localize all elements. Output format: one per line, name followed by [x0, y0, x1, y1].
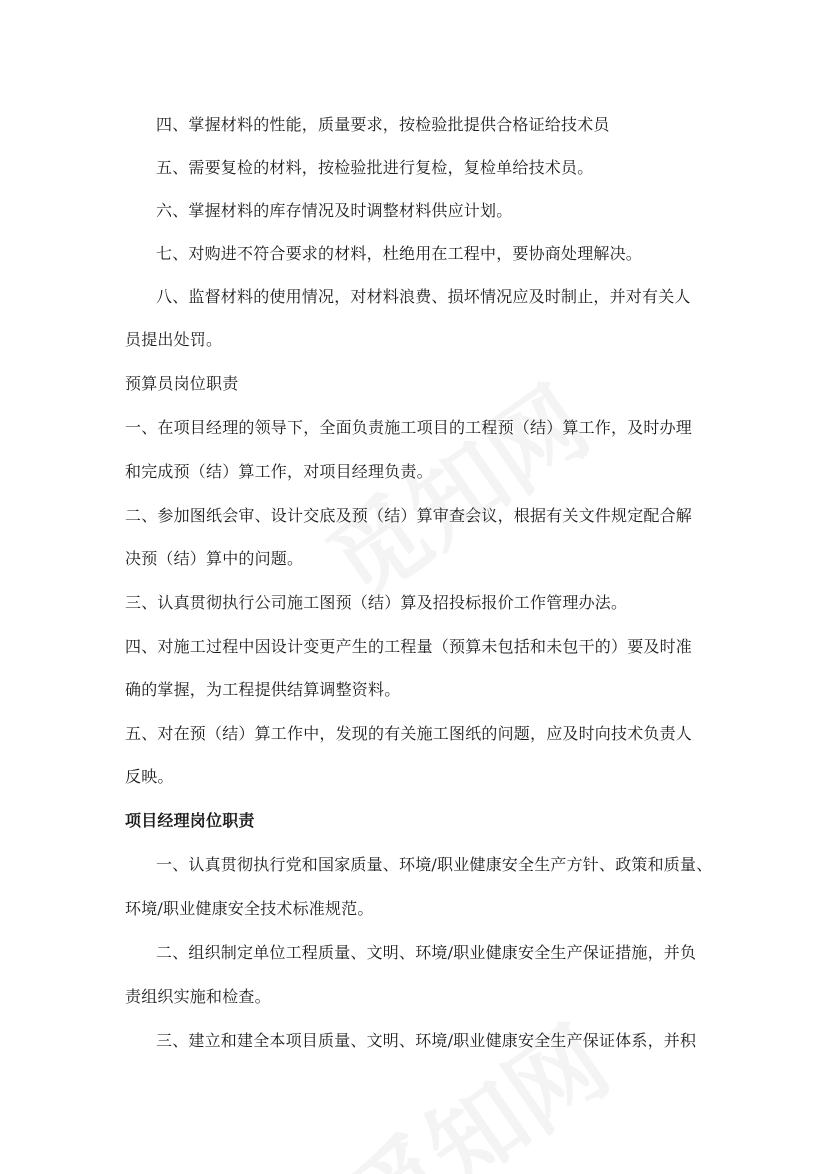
paragraph-line: 一、在项目经理的领导下，全面负责施工项目的工程预（结）算工作，及时办理 [125, 418, 693, 437]
paragraph-line: 确的掌握，为工程提供结算调整资料。 [125, 680, 401, 699]
paragraph-line: 六、掌握材料的库存情况及时调整材料供应计划。 [156, 201, 513, 220]
paragraph-line: 决预（结）算中的问题。 [125, 549, 304, 568]
paragraph-line: 七、对购进不符合要求的材料，杜绝用在工程中，要协商处理解决。 [156, 244, 643, 263]
watermark [297, 350, 611, 627]
paragraph-line: 四、对施工过程中因设计变更产生的工程量（预算未包括和未包干的）要及时准 [125, 637, 693, 656]
paragraph-line: 二、参加图纸会审、设计交底及预（结）算审查会议，根据有关文件规定配合解 [125, 506, 693, 525]
paragraph-line: 环境/职业健康安全技术标准规范。 [125, 899, 374, 918]
paragraph-line: 反映。 [125, 767, 174, 786]
paragraph-line: 二、组织制定单位工程质量、文明、环境/职业健康安全生产保证措施，并负 [156, 943, 697, 962]
paragraph-line: 五、需要复检的材料，按检验批进行复检，复检单给技术员。 [156, 158, 594, 177]
paragraph-line: 四、掌握材料的性能，质量要求，按检验批提供合格证给技术员 [156, 115, 610, 134]
section-title: 预算员岗位职责 [125, 374, 239, 393]
paragraph-line: 八、监督材料的使用情况，对材料浪费、损坏情况应及时制止，并对有关人 [156, 287, 691, 306]
paragraph-line: 三、认真贯彻执行公司施工图预（结）算及招投标报价工作管理办法。 [125, 593, 628, 612]
paragraph-line: 五、对在预（结）算工作中，发现的有关施工图纸的问题，应及时向技术负责人 [125, 724, 693, 743]
paragraph-line: 三、建立和建全本项目质量、文明、环境/职业健康安全生产保证体系，并积 [156, 1031, 697, 1050]
watermark [317, 990, 631, 1174]
paragraph-line: 一、认真贯彻执行党和国家质量、环境/职业健康安全生产方针、政策和质量、 [156, 855, 713, 874]
section-title: 项目经理岗位职责 [125, 811, 255, 830]
paragraph-line: 责组织实施和检查。 [125, 987, 271, 1006]
paragraph-line: 员提出处罚。 [125, 330, 223, 349]
paragraph-line: 和完成预（结）算工作，对项目经理负责。 [125, 462, 433, 481]
